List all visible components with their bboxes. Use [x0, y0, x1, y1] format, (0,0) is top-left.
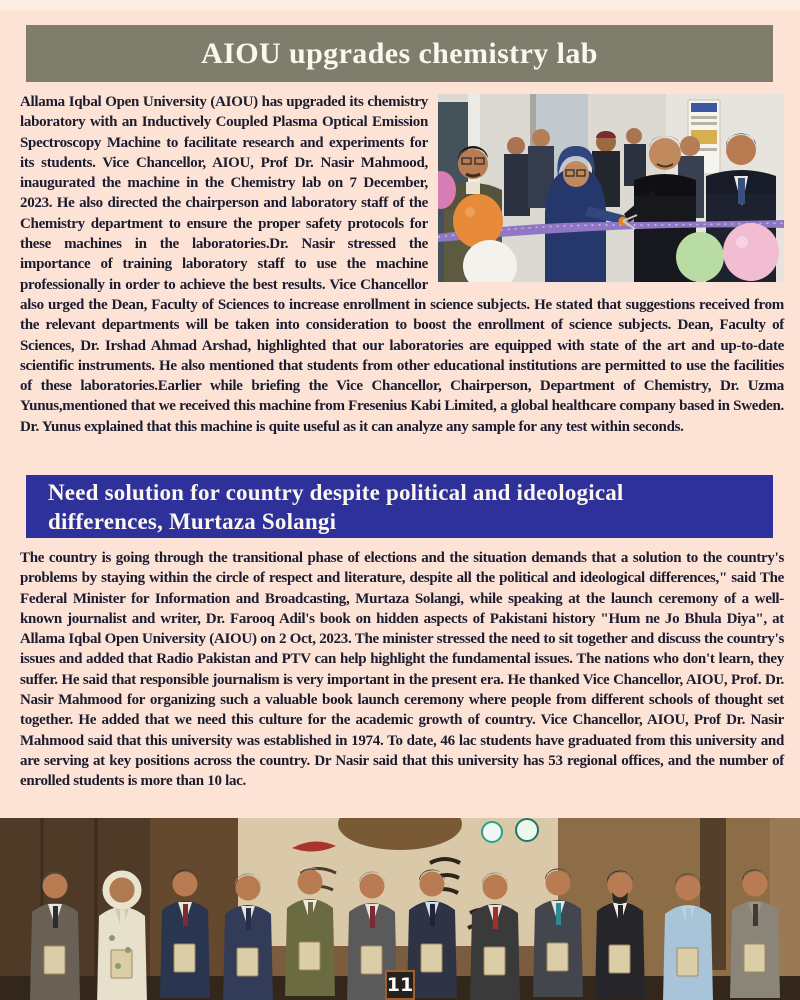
article2-title: Need solution for country despite political and ideological differences, Murtaza Solangi — [48, 479, 624, 534]
article2-body: The country is going through the transitional phase of elections and the situation demands that a solution to the country's problems by staying within the circle of respect and literature, despite all the political and ideological differences," said The Federal Minister for Information and Broadcasting, Murtaza Solangi, while speaking at the launch ceremony of a well-known journalist and writer, Dr. Farooq Adil's book on hidden aspects of Pakistani history "Hum ne Jo Bhula Diya", at Allama Iqbal Open University (AIOU) on 2 Oct, 2023. The minister stressed the need to sit together and discuss the country's issues and added that Radio Pakistan and PTV can help highlight the fundamental issues. The nations who don't learn, they suffer. He said that responsible journalism is very important in the present era. He thanked Vice Chancellor, AIOU, Prof. Dr. Nasir Mahmood for organizing such a valuable book launch ceremony where people from different schools of thought set together. He added that we need this culture for the academic growth of country. Vice Chancellor, AIOU, Prof Dr. Nasir Mahmood said that this university was established in 1974. To date, 46 lac students have graduated from this university and are serving at key positions across the country. Dr Nasir said that this university has 53 regional offices, and the number of enrolled students is more than 10 lac. — [20, 550, 784, 790]
page-number-badge — [385, 970, 415, 1000]
ribbon-cutting-photo-illustration — [438, 94, 784, 282]
article1-body: Allama Iqbal Open University (AIOU) has upgraded its chemistry laboratory with an Inductively Coupled Plasma Optical Emission Spectroscopy Machine to facilitate research and experiments for its students. Vice Chancellor, AIOU, Prof Dr. Nasir Mahmood, inaugurated the machine in the Chemistry lab on 7 December, 2023. He also directed the chairperson and laboratory staff of the Chemistry department to ensure the proper safety protocols for these machines in the laboratories.Dr. Nasir stressed the importance of training laboratory staff to use the machine professionally in order to achieve the best results. Vice Chancellor also urged the Dean, Faculty of Sciences to increase enrollment in science subjects. He stated that suggestions received from the relevant departments will be taken into consideration to boost the enrollment of science subjects. Dean, Faculty of Sciences, Dr. Irshad Ahmad Arshad, highlighted that our laboratories are equipped with state of the art and up-to-date scientific instruments. He also mentioned that students from other educational institutions are permitted to use the facilities of these laboratories.Earlier while briefing the Vice Chancellor, Chairperson, Department of Chemistry, Dr. Uzma Yunus,mentioned that we received this machine from Fresenius Kabi Limited, a global healthcare company based in Sweden. Dr. Yunus explained that this machine is quite useful as it can analyze any sample for any test within seconds. — [20, 94, 784, 435]
article2-headline-banner — [26, 475, 773, 538]
article1-headline-banner — [26, 25, 773, 82]
article1-body-section — [20, 92, 784, 473]
banner-logo-left — [482, 822, 502, 842]
banner-logo-right — [516, 819, 538, 841]
ribbon-cutting-photo — [438, 94, 784, 282]
article2-body-section — [20, 548, 784, 816]
article1-title: AIOU upgrades chemistry lab — [201, 36, 598, 70]
page-number: 11 — [386, 974, 414, 996]
